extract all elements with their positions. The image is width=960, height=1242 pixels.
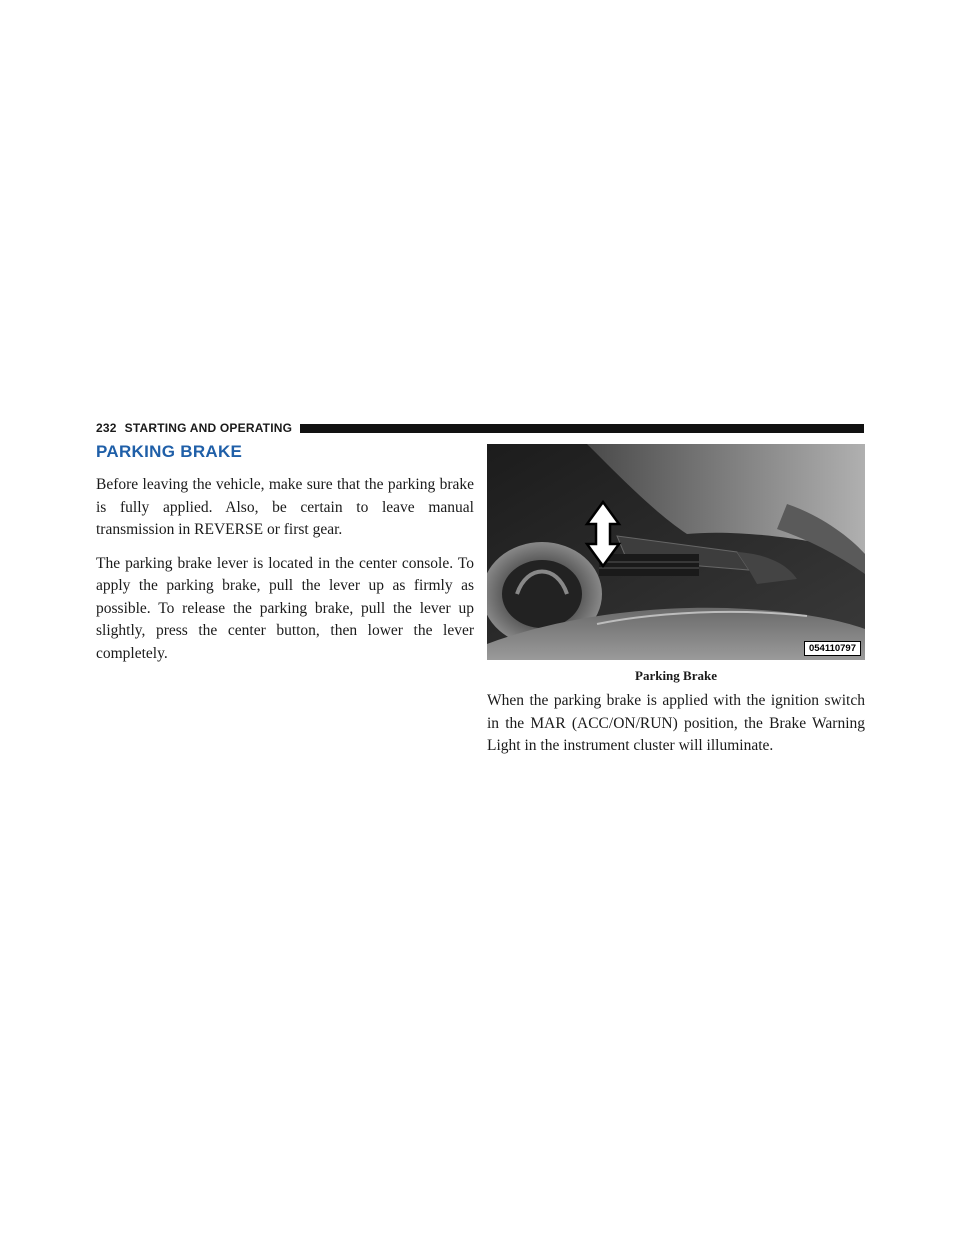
figure-caption: Parking Brake (635, 668, 717, 683)
right-column (487, 444, 865, 758)
header-rule (300, 424, 864, 433)
page-number: 232 (96, 421, 117, 435)
paragraph-1: Before leaving the vehicle, make sure that the parking brake is fully applied. Also, be certain to leave manual transmission in REVERSE or first gear. (96, 476, 474, 538)
page-header (96, 418, 864, 438)
paragraph-3: When the parking brake is applied with the ignition switch in the MAR (ACC/ON/RUN) position, the Brake Warning Light in the instrument cluster will illuminate. (487, 692, 865, 754)
paragraph-2: The parking brake lever is located in the center console. To apply the parking brake, pull the lever up as firmly as possible. To release the parking brake, pull the lever up slightly, press the center button, then lower the lever completely. (96, 554, 474, 662)
figure-code: 054110797 (804, 641, 861, 656)
section-label: STARTING AND OPERATING (124, 421, 293, 435)
section-heading: PARKING BRAKE (96, 442, 243, 461)
parking-brake-figure (487, 444, 865, 660)
parking-brake-illustration (487, 444, 865, 660)
left-column (96, 442, 474, 676)
